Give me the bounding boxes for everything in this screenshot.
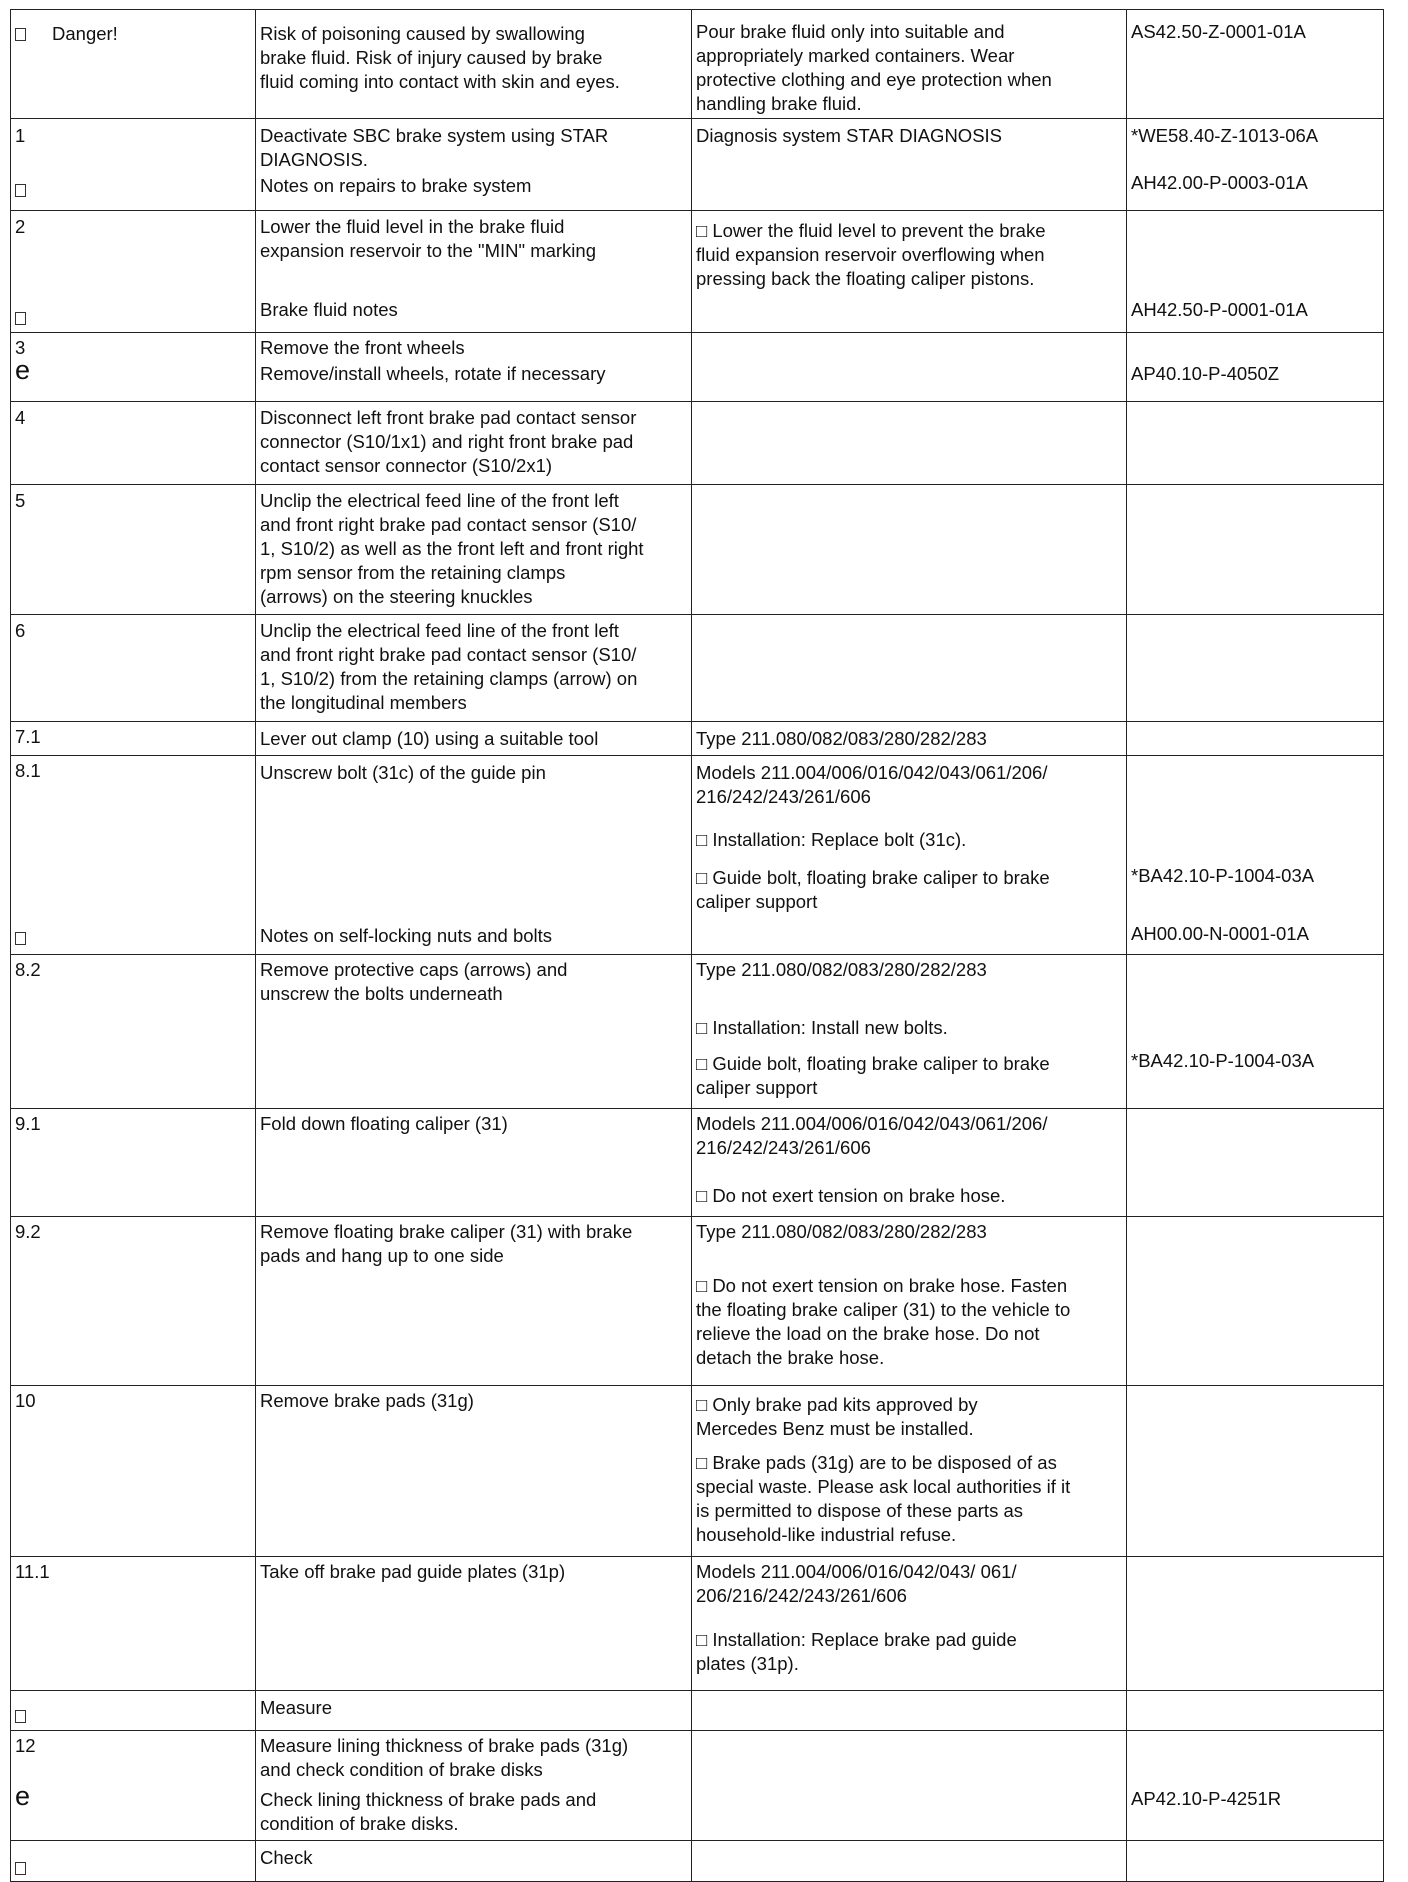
reference-cell — [1127, 402, 1384, 485]
cell-item-with-icon — [15, 926, 26, 950]
cell-item — [260, 1112, 508, 1136]
instruction-cell — [256, 756, 692, 955]
note-cell — [692, 10, 1127, 119]
cell-item — [696, 1628, 1017, 1676]
reference-e-icon: e — [15, 1781, 31, 1811]
cell-item — [696, 1560, 1017, 1608]
cell-item — [696, 828, 966, 852]
cell-item — [696, 1112, 1047, 1160]
reference-cell — [1127, 1691, 1384, 1731]
square-icon — [15, 932, 26, 945]
cell-item — [696, 866, 1050, 914]
step-number-cell — [11, 1557, 256, 1691]
cell-text: 6 — [15, 620, 26, 641]
note-cell — [692, 955, 1127, 1109]
instruction-cell — [256, 1109, 692, 1217]
step-number-cell — [11, 485, 256, 615]
step-number-cell — [11, 1841, 256, 1882]
cell-item-with-icon — [15, 1856, 26, 1880]
cell-text: Diagnosis system STAR DIAGNOSIS — [696, 125, 1003, 146]
instruction-cell — [256, 1841, 692, 1882]
cell-text: 2 — [15, 216, 26, 237]
cell-text: AH42.50-P-0001-01A — [1131, 299, 1308, 320]
cell-text: 9.1 — [15, 1113, 41, 1134]
cell-item — [15, 1734, 36, 1758]
cell-item — [260, 1560, 565, 1584]
instruction-cell — [256, 1557, 692, 1691]
cell-text: 10 — [15, 1390, 36, 1411]
cell-item-with-icon — [15, 1704, 26, 1728]
note-cell — [692, 1217, 1127, 1386]
cell-item — [1131, 20, 1306, 44]
cell-text: 8.1 — [15, 760, 41, 781]
cell-text: 8.2 — [15, 959, 41, 980]
cell-text: Danger! — [52, 23, 118, 44]
cell-item — [260, 489, 644, 609]
cell-text: AH42.00-P-0003-01A — [1131, 172, 1308, 193]
reference-cell — [1127, 1731, 1384, 1841]
square-icon — [15, 184, 26, 197]
cell-item — [260, 1696, 332, 1720]
reference-cell — [1127, 615, 1384, 722]
note-cell — [692, 485, 1127, 615]
reference-cell — [1127, 333, 1384, 402]
cell-text: Models 211.004/006/016/042/043/061/206/ 216/242/243/261/606 — [696, 762, 1048, 807]
instruction-cell — [256, 333, 692, 402]
note-cell — [692, 1557, 1127, 1691]
table-row — [11, 211, 1384, 333]
cell-item — [260, 336, 465, 360]
reference-cell — [1127, 722, 1384, 756]
cell-item — [260, 406, 636, 478]
cell-text: □ Do not exert tension on brake hose. — [696, 1185, 1006, 1206]
square-icon — [15, 1862, 26, 1875]
note-cell — [692, 1109, 1127, 1217]
cell-item — [696, 124, 1002, 148]
cell-item — [15, 958, 41, 982]
cell-text: Type 211.080/082/083/280/282/283 — [696, 959, 987, 980]
cell-item — [1131, 124, 1318, 148]
cell-text: Remove brake pads (31g) — [260, 1390, 474, 1411]
instruction-cell — [256, 1386, 692, 1557]
cell-item — [260, 761, 546, 785]
reference-cell — [1127, 1386, 1384, 1557]
cell-item — [260, 215, 596, 263]
cell-text: Lower the fluid level in the brake fluid expansion reservoir to the "MIN" marking — [260, 216, 596, 261]
cell-item — [15, 759, 41, 783]
step-number-cell — [11, 1731, 256, 1841]
instruction-cell — [256, 955, 692, 1109]
instruction-cell — [256, 402, 692, 485]
cell-text: Notes on self-locking nuts and bolts — [260, 925, 553, 946]
cell-item — [696, 1393, 978, 1441]
cell-item — [260, 174, 531, 198]
cell-text: Models 211.004/006/016/042/043/ 061/ 206/216/242/243/261/606 — [696, 1561, 1017, 1606]
table-row — [11, 1691, 1384, 1731]
cell-item — [1131, 922, 1309, 946]
cell-text: □ Installation: Replace brake pad guide plates (31p). — [696, 1629, 1017, 1674]
cell-text: *BA42.10-P-1004-03A — [1131, 865, 1315, 886]
cell-text: *BA42.10-P-1004-03A — [1131, 1050, 1315, 1071]
table-row — [11, 1731, 1384, 1841]
cell-item — [1131, 362, 1279, 386]
table-row — [11, 485, 1384, 615]
square-icon — [15, 28, 26, 41]
cell-item-with-icon — [15, 357, 30, 385]
cell-text: *WE58.40-Z-1013-06A — [1131, 125, 1319, 146]
cell-item — [260, 958, 567, 1006]
cell-text: AP40.10-P-4050Z — [1131, 363, 1280, 384]
note-cell — [692, 722, 1127, 756]
note-cell — [692, 1386, 1127, 1557]
note-cell — [692, 756, 1127, 955]
cell-text: □ Guide bolt, floating brake caliper to brake caliper support — [696, 867, 1050, 912]
step-number-cell — [11, 333, 256, 402]
square-icon — [15, 312, 26, 325]
table-row — [11, 1217, 1384, 1386]
note-cell — [692, 119, 1127, 211]
cell-text: Check — [260, 1847, 313, 1868]
cell-text: 9.2 — [15, 1221, 41, 1242]
cell-text: Type 211.080/082/083/280/282/283 — [696, 728, 987, 749]
step-number-cell — [11, 955, 256, 1109]
reference-cell — [1127, 10, 1384, 119]
cell-item — [15, 489, 25, 513]
instruction-cell — [256, 615, 692, 722]
procedure-table — [10, 9, 1384, 1882]
cell-item — [696, 1451, 1070, 1547]
cell-text: Measure lining thickness of brake pads (31g) and check condition of brake disks — [260, 1735, 629, 1780]
cell-item — [696, 761, 1047, 809]
cell-text: AS42.50-Z-0001-01A — [1131, 21, 1306, 42]
note-cell — [692, 402, 1127, 485]
cell-item-with-icon — [15, 178, 26, 202]
step-number-cell — [11, 10, 256, 119]
cell-item-with-icon — [15, 306, 26, 330]
reference-e-icon: e — [15, 355, 31, 385]
reference-cell — [1127, 485, 1384, 615]
step-number-cell — [11, 756, 256, 955]
step-number-cell — [11, 211, 256, 333]
instruction-cell — [256, 211, 692, 333]
cell-item — [260, 1734, 628, 1782]
table-row — [11, 1386, 1384, 1557]
cell-text: □ Lower the fluid level to prevent the brake fluid expansion reservoir overflowing when pressing back the floating caliper pistons. — [696, 220, 1046, 289]
cell-item — [260, 619, 637, 715]
cell-text: Take off brake pad guide plates (31p) — [260, 1561, 566, 1582]
cell-text: □ Brake pads (31g) are to be disposed of as special waste. Please ask local authorities if it is permitted to dispose of these parts as household-like industrial refuse. — [696, 1452, 1071, 1545]
step-number-cell — [11, 119, 256, 211]
reference-cell — [1127, 1217, 1384, 1386]
cell-text: Disconnect left front brake pad contact sensor connector (S10/1x1) and right front brake pad contact sensor connector (S10/2x1) — [260, 407, 637, 476]
cell-text: 12 — [15, 1735, 36, 1756]
cell-item — [696, 727, 987, 751]
reference-cell — [1127, 955, 1384, 1109]
cell-text: 1 — [15, 125, 26, 146]
cell-text: 7.1 — [15, 726, 41, 747]
cell-text: Unscrew bolt (31c) of the guide pin — [260, 762, 546, 783]
table-row — [11, 955, 1384, 1109]
cell-item — [260, 1220, 632, 1268]
cell-text: Remove the front wheels — [260, 337, 465, 358]
cell-text: Lever out clamp (10) using a suitable tool — [260, 728, 599, 749]
table-row — [11, 402, 1384, 485]
cell-item — [260, 298, 398, 322]
step-number-cell — [11, 615, 256, 722]
cell-text: □ Only brake pad kits approved by Mercedes Benz must be installed. — [696, 1394, 978, 1439]
cell-text: 5 — [15, 490, 26, 511]
cell-text: Notes on repairs to brake system — [260, 175, 532, 196]
cell-item — [1131, 1787, 1281, 1811]
instruction-cell — [256, 1691, 692, 1731]
table-row — [11, 10, 1384, 119]
cell-item — [696, 1220, 987, 1244]
step-number-cell — [11, 1691, 256, 1731]
cell-text: Deactivate SBC brake system using STAR DIAGNOSIS. — [260, 125, 609, 170]
note-cell — [692, 1691, 1127, 1731]
cell-item-with-icon — [15, 22, 118, 46]
cell-item — [15, 1220, 41, 1244]
cell-text: □ Guide bolt, floating brake caliper to brake caliper support — [696, 1053, 1050, 1098]
cell-text: Pour brake fluid only into suitable and appropriately marked containers. Wear protective clothing and eye protection when handling brake fluid. — [696, 21, 1052, 114]
cell-text: Check lining thickness of brake pads and condition of brake disks. — [260, 1789, 597, 1834]
reference-cell — [1127, 1557, 1384, 1691]
cell-text: □ Do not exert tension on brake hose. Fasten the floating brake caliper (31) to the vehicle to relieve the load on the brake hose. Do not detach the brake hose. — [696, 1275, 1071, 1368]
cell-item — [1131, 171, 1308, 195]
cell-text: Remove protective caps (arrows) and unscrew the bolts underneath — [260, 959, 568, 1004]
cell-item — [15, 619, 25, 643]
cell-item — [1131, 298, 1308, 322]
cell-item — [696, 1274, 1070, 1370]
reference-cell — [1127, 1841, 1384, 1882]
cell-item — [15, 215, 25, 239]
instruction-cell — [256, 722, 692, 756]
table-row — [11, 1841, 1384, 1882]
table-row — [11, 615, 1384, 722]
cell-item — [15, 1389, 36, 1413]
cell-item — [1131, 864, 1314, 888]
cell-text: AH00.00-N-0001-01A — [1131, 923, 1309, 944]
cell-item — [15, 1560, 50, 1584]
cell-text: Unclip the electrical feed line of the front left and front right brake pad contact sensor (S10/ 1, S10/2) as well as the front left and front right rpm sensor from the retaining clamps (arrows) on the steering knuckles — [260, 490, 644, 607]
cell-text: Measure — [260, 1697, 332, 1718]
reference-cell — [1127, 1109, 1384, 1217]
note-cell — [692, 1841, 1127, 1882]
table-row — [11, 722, 1384, 756]
cell-item — [696, 1184, 1005, 1208]
cell-item — [15, 406, 25, 430]
instruction-cell — [256, 10, 692, 119]
note-cell — [692, 333, 1127, 402]
cell-text: Remove/install wheels, rotate if necessary — [260, 363, 606, 384]
cell-text: Risk of poisoning caused by swallowing brake fluid. Risk of injury caused by brake fluid coming into contact with skin and eyes. — [260, 23, 620, 92]
cell-text: Fold down floating caliper (31) — [260, 1113, 508, 1134]
table-row — [11, 756, 1384, 955]
cell-item — [696, 20, 1052, 116]
step-number-cell — [11, 1109, 256, 1217]
table-row — [11, 1557, 1384, 1691]
reference-cell — [1127, 211, 1384, 333]
cell-item — [260, 1389, 474, 1413]
note-cell — [692, 615, 1127, 722]
cell-item — [260, 924, 552, 948]
cell-item — [15, 725, 41, 749]
cell-text: □ Installation: Install new bolts. — [696, 1017, 948, 1038]
step-number-cell — [11, 402, 256, 485]
cell-item — [260, 727, 598, 751]
cell-item — [15, 124, 25, 148]
instruction-cell — [256, 1731, 692, 1841]
table-row — [11, 333, 1384, 402]
note-cell — [692, 211, 1127, 333]
cell-item — [260, 124, 608, 172]
table-row — [11, 119, 1384, 211]
table-row — [11, 1109, 1384, 1217]
cell-text: □ Installation: Replace bolt (31c). — [696, 829, 967, 850]
instruction-cell — [256, 1217, 692, 1386]
cell-item — [260, 1846, 312, 1870]
cell-text: Models 211.004/006/016/042/043/061/206/ 216/242/243/261/606 — [696, 1113, 1048, 1158]
cell-item — [260, 1788, 596, 1836]
cell-item — [696, 1052, 1050, 1100]
cell-text: Brake fluid notes — [260, 299, 398, 320]
cell-item — [15, 1112, 41, 1136]
cell-text: AP42.10-P-4251R — [1131, 1788, 1282, 1809]
cell-item — [1131, 1049, 1314, 1073]
square-icon — [15, 1710, 26, 1723]
reference-cell — [1127, 756, 1384, 955]
cell-item — [260, 362, 605, 386]
cell-text: 3 — [15, 337, 26, 358]
cell-item — [696, 958, 987, 982]
cell-text: Type 211.080/082/083/280/282/283 — [696, 1221, 987, 1242]
cell-text: Remove floating brake caliper (31) with brake pads and hang up to one side — [260, 1221, 633, 1266]
cell-item-with-icon — [15, 1783, 30, 1811]
instruction-cell — [256, 485, 692, 615]
cell-item — [260, 22, 620, 94]
reference-cell — [1127, 119, 1384, 211]
cell-item — [696, 219, 1046, 291]
step-number-cell — [11, 1386, 256, 1557]
note-cell — [692, 1731, 1127, 1841]
cell-item — [696, 1016, 948, 1040]
instruction-cell — [256, 119, 692, 211]
cell-text: 4 — [15, 407, 26, 428]
cell-text: 11.1 — [15, 1561, 50, 1582]
step-number-cell — [11, 1217, 256, 1386]
cell-text: Unclip the electrical feed line of the front left and front right brake pad contact sensor (S10/ 1, S10/2) from the retaining clamps (arrow) on the longitudinal members — [260, 620, 638, 713]
step-number-cell — [11, 722, 256, 756]
